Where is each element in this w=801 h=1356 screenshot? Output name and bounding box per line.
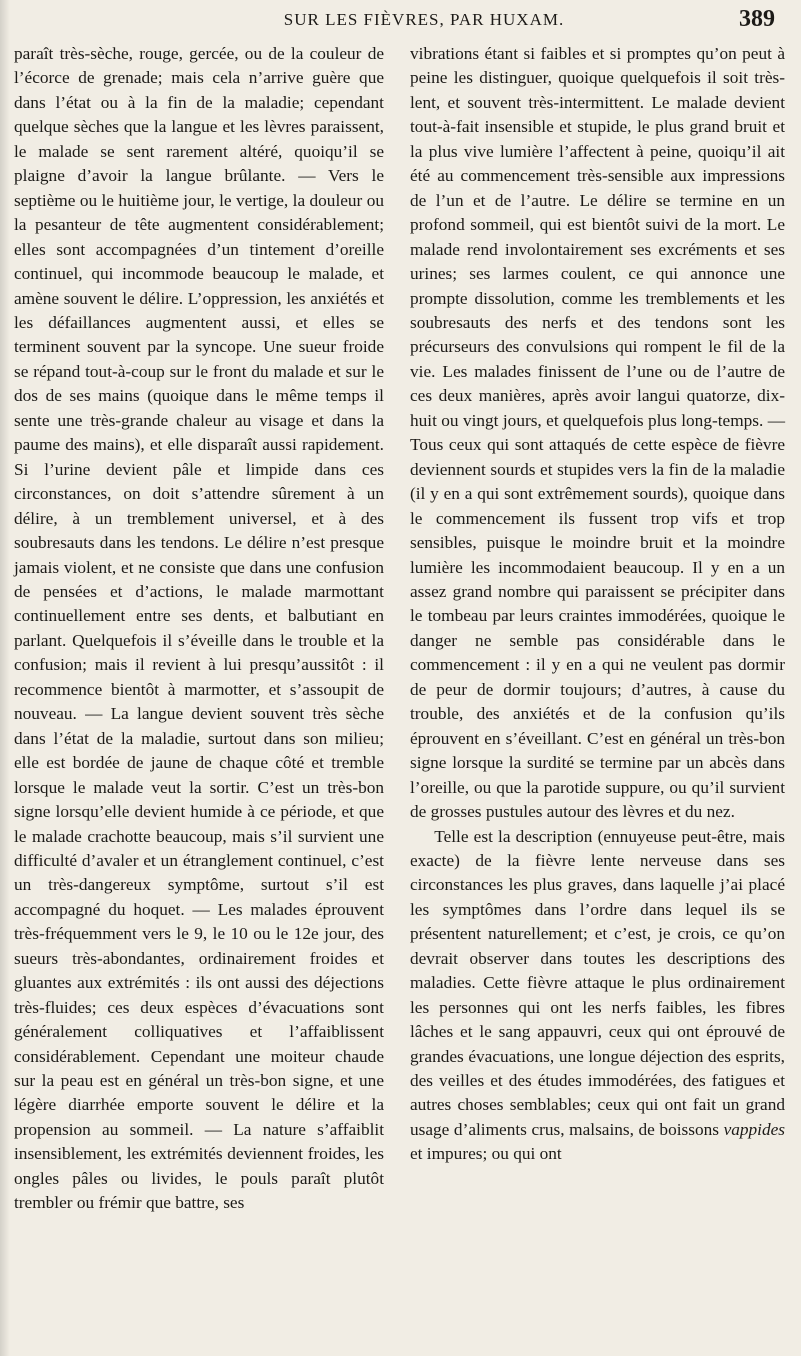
right-paragraph-2 (410, 825, 785, 1167)
running-head: SUR LES FIÈVRES, PAR HUXAM. (283, 10, 565, 29)
right-column (410, 42, 785, 1167)
left-column (14, 42, 384, 1216)
page-header (0, 6, 801, 36)
gutter-shadow (0, 0, 10, 1356)
italic-term: vappides (723, 1119, 785, 1139)
page-number: 389 (739, 6, 775, 32)
paragraph-2-text-b: et impures; ou qui ont (410, 1144, 562, 1164)
paragraph-2-text-a: Telle est la description (ennuyeuse peut-être, mais exacte) de la fièvre lente nerveuse dans ses circonstances les plus graves, dans laquelle j’ai placé les symptômes dans l’ordre dans lequel ils se présentent naturellement; et c’est, je crois, ce qu’on devrait observer dans toutes les descriptions des maladies. Cette fièvre attaque le plus ordinairement les personnes qui ont les nerfs faibles, les fibres lâches et le sang appauvri, ceux qui ont éprouvé de grandes évacuations, une longue déjection des esprits, des veilles et des études immodérées, des fatigues et autres choses semblables; ceux qui ont fait un grand usage d’aliments crus, malsains, de boissons (410, 826, 785, 1139)
right-paragraph-1: vibrations étant si faibles et si promptes qu’on peut à peine les distinguer, quoique quelquefois il soit très-lent, et souvent très-intermittent. Le malade devient tout-à-fait insensible et stupide, le plus grand bruit et la plus vive lumière l’affectent à peine, quoiqu’il ait été au commencement très-sensible aux impressions de l’un et de l’autre. Le délire se termine en un profond sommeil, qui est bientôt suivi de la mort. Le malade rend involontairement ses excréments et ses urines; ses larmes coulent, ce qui annonce une prompte dissolution, comme les tremblements et les soubresauts des nerfs et des tendons sont les précurseurs des convulsions qui rompent le fil de la vie. Les malades finissent de l’une ou de l’autre de ces deux manières, après avoir langui quatorze, dix-huit ou vingt jours, et quelquefois plus long-temps. — Tous ceux qui sont attaqués de cette espèce de fièvre deviennent sourds et stupides vers la fin de la maladie (il y en a qui sont extrêmement sourds), quoique dans le commencement ils fussent trop vifs et trop sensibles, puisque le moindre bruit et la moindre lumière les incommodaient beaucoup. Il y en a un assez grand nombre qui paraissent se précipiter dans le tombeau par leurs craintes immodérées, quoique le danger ne semble pas considérable dans le commencement : il y en a qui ne veulent pas dormir de peur de dormir toujours; d’autres, à cause du trouble, des anxiétés et de la confusion qu’ils éprouvent en s’éveillant. C’est en général un très-bon signe lorsque la surdité se termine par un abcès dans l’oreille, ou que la parotide suppure, ou qu’il survient de grosses pustules autour des lèvres et du nez. (410, 44, 785, 822)
left-paragraph-1: paraît très-sèche, rouge, gercée, ou de la couleur de l’écorce de grenade; mais cela n’arrive guère que dans l’état ou à la fin de la maladie; cependant quelque sèches que la langue et les lèvres paraissent, le malade se sent rarement altéré, quoiqu’il se plaigne d’avoir la langue brûlante. — Vers le septième ou le huitième jour, le vertige, la douleur ou la pesanteur de tête augmentent considérablement; elles sont accompagnées d’un tintement d’oreille continuel, qui incommode beaucoup le malade, et amène souvent le délire. L’oppression, les anxiétés et les défaillances augmentent aussi, et elles se terminent souvent par la syncope. Une sueur froide se répand tout-à-coup sur le front du malade et sur le dos de ses mains (quoique dans le même temps il sente une très-grande chaleur au visage et dans la paume des mains), et elle disparaît aussi rapidement. Si l’urine devient pâle et limpide dans ces circonstances, on doit s’attendre sûrement à un délire, à un tremblement universel, et à des soubresauts dans les tendons. Le délire n’est presque jamais violent, et ne consiste que dans une confusion de pensées et d’actions, le malade marmottant continuellement entre ses dents, et balbutiant en parlant. Quelquefois il s’éveille dans le trouble et la confusion; mais il revient à lui presqu’aussitôt : il recommence bientôt à marmotter, et s’assoupit de nouveau. — La langue devient souvent très sèche dans l’état de la maladie, surtout dans son milieu; elle est bordée de jaune de chaque côté et tremble lorsque le malade veut la sortir. C’est un très-bon signe lorsqu’elle devient humide à ce période, et que le malade crachotte beaucoup, mais s’il survient une difficulté d’avaler et un étranglement continuel, c’est un très-dangereux symptôme, surtout s’il est accompagné du hoquet. — Les malades éprouvent très-fréquemment vers le 9, le 10 ou le 12e jour, des sueurs très-abondantes, ordinairement froides et gluantes aux extrémités : ils ont aussi des déjections très-fluides; ces deux espèces d’évacuations sont généralement colliquatives et l’affaiblissent considérablement. Cependant une moiteur chaude sur la peau est en général un très-bon signe, et une légère diarrhée emporte souvent le délire et la propension au sommeil. — La nature s’affaiblit insensiblement, les extrémités deviennent froides, les ongles pâles ou livides, le pouls paraît plutôt trembler ou frémir que battre, ses (14, 44, 384, 1213)
